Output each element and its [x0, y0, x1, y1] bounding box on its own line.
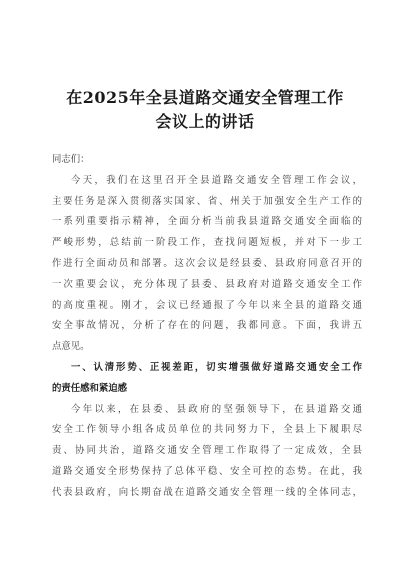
paragraph-line: 今天，我们在这里召开全县道路交通安全管理工作会议， [71, 174, 362, 186]
paragraph-line: 安全事故情况，分析了存在的问题，我都同意。下面，我讲五 [52, 320, 362, 332]
paragraph-line: 一次重要会议，充分体现了县委、县政府对道路交通安全工作 [52, 278, 362, 290]
document-title-line-1: 在2025年全县道路交通安全管理工作 [66, 88, 344, 107]
paragraph-line: 安全工作领导小组各成员单位的共同努力下，全县上下履职尽 [52, 424, 362, 436]
section-heading-1 [52, 358, 362, 400]
paragraph-line: 代表县政府，向长期奋战在道路交通安全管理一线的全体同志， [52, 486, 362, 498]
document-title-line-2: 会议上的讲话 [155, 112, 255, 131]
paragraph-line: 今年以来，在县委、县政府的坚强领导下，在县道路交通 [71, 403, 362, 415]
paragraph-opening [52, 171, 362, 358]
paragraph-line: 一系列重要指示精神，全面分析当前我县道路交通安全面临的 [52, 216, 362, 228]
paragraph-line: 的高度重视。刚才，会议已经通报了今年以来全县的道路交通 [52, 299, 362, 311]
paragraph-line: 道路交通安全形势保持了总体平稳、安全可控的态势。在此，我 [52, 465, 362, 477]
paragraph-line: 严峻形势，总结前一阶段工作，查找问题短板，并对下一步工 [52, 237, 362, 249]
paragraph-section-1 [52, 400, 362, 504]
paragraph-line: 点意见。 [52, 341, 90, 353]
paragraph-line: 作进行全面动员和部署。这次会议是经县委、县政府同意召开的 [52, 257, 362, 269]
speech-body [52, 150, 362, 504]
section-heading-line: 的责任感和紧迫感 [52, 382, 128, 394]
paragraph-line: 责、协同共治，道路交通安全管理工作取得了一定成效，全县 [52, 445, 362, 457]
paragraph-line: 主要任务是深入贯彻落实国家、省、州关于加强安全生产工作的 [52, 195, 362, 207]
section-heading-line: 一、认清形势、正视差距，切实增强做好道路交通安全工作 [71, 361, 362, 373]
salutation: 同志们： [52, 154, 90, 165]
